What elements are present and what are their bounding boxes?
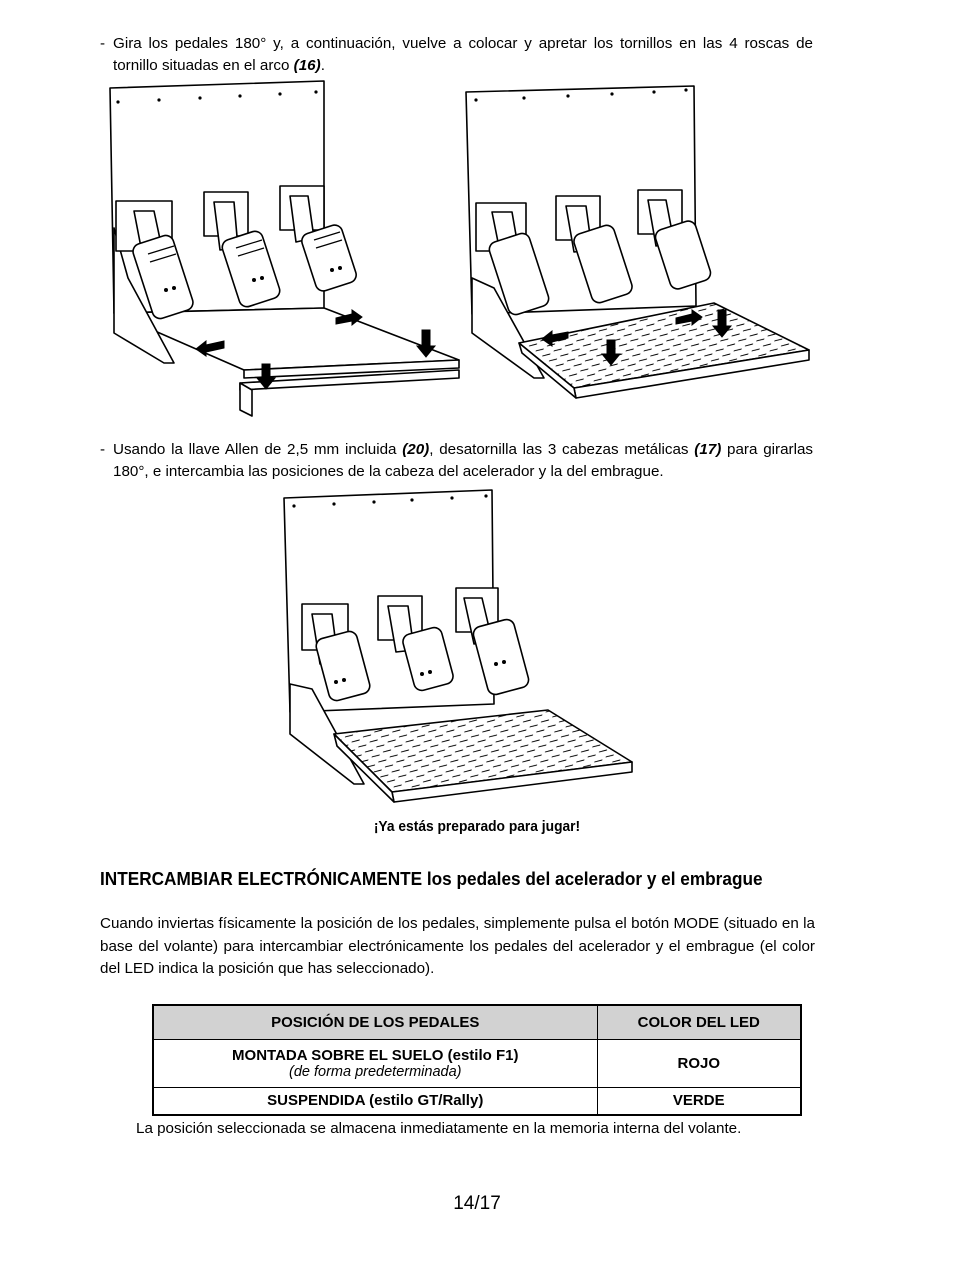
position-note: (de forma predeterminada) [289, 1063, 462, 1080]
pedal-illustration-2 [464, 78, 816, 418]
cell-led-color: ROJO [597, 1039, 801, 1087]
cell-position [153, 1039, 597, 1087]
led-color-table [152, 1004, 802, 1116]
pedal-illustration-1 [104, 78, 466, 418]
ready-caption: ¡Ya estás preparado para jugar! [373, 818, 581, 835]
step-1-text: Gira los pedales 180° y, a continuación, vuelve a colocar y apretar los tornillos en las 4 roscas de tornillo situadas en el arco [113, 35, 813, 74]
bullet-dash: - [100, 441, 106, 458]
cell-led-color: VERDE [597, 1087, 801, 1115]
figure-pedals-final [282, 484, 636, 814]
step-2-text-2: , desatornilla las 3 cabezas metálicas [429, 441, 695, 458]
section-paragraph: Cuando inviertas físicamente la posición de los pedales, simplemente pulsa el botón MODE (situado en la base del volante) para intercambiar electrónicamente los pedales del acelerador y el embrague (el color del LED indica la posición que has seleccionado). [100, 915, 815, 978]
header-led-color: COLOR DEL LED [597, 1005, 801, 1039]
step-2-reference-2: (17) [694, 441, 722, 458]
header-position: POSICIÓN DE LOS PEDALES [153, 1005, 597, 1039]
table-row [153, 1039, 801, 1087]
section-title: INTERCAMBIAR ELECTRÓNICAMENTE los pedales del acelerador y el embrague [100, 868, 763, 889]
step-2-text: Usando la llave Allen de 2,5 mm incluida [113, 441, 403, 458]
step-2-reference-1: (20) [402, 441, 430, 458]
bullet-dash: - [100, 35, 106, 52]
pedal-illustration-3 [282, 484, 636, 814]
table-row [153, 1087, 801, 1115]
instruction-step-1 [100, 33, 813, 77]
figure-pedals-screws [104, 78, 466, 418]
table-header-row [153, 1005, 801, 1039]
instruction-step-2 [100, 439, 813, 483]
position-label: MONTADA SOBRE EL SUELO (estilo F1) [232, 1046, 519, 1064]
page-number: 14/17 [453, 1193, 501, 1214]
figure-pedals-floor-plate [464, 78, 816, 418]
step-1-text-end: . [320, 57, 325, 74]
step-2-text-3: para girarlas 180°, e intercambia las posiciones de la cabeza del acelerador y la del embrague. [113, 441, 813, 480]
step-1-reference: (16) [293, 57, 321, 74]
cell-position: SUSPENDIDA (estilo GT/Rally) [153, 1087, 597, 1115]
footnote: La posición seleccionada se almacena inmediatamente en la memoria interna del volante. [136, 1120, 742, 1137]
